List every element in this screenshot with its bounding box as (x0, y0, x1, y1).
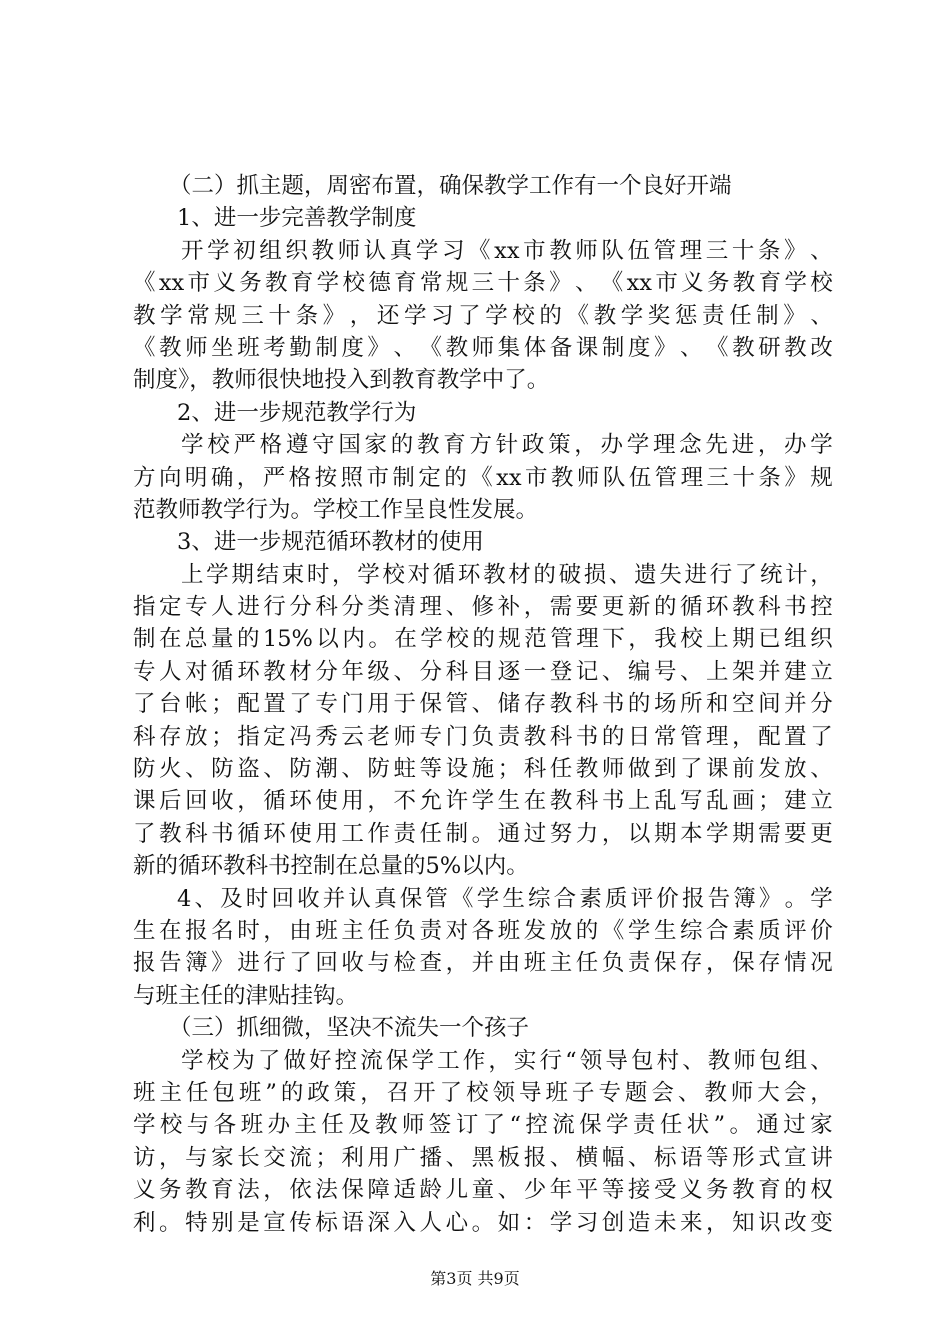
paragraph-line: 班 主 任 包 班 ” 的 政 策 ， 召 开 了 校 领 导 班 子 专 题 会 、 教 师 大 会 ， (133, 1079, 833, 1106)
paragraph-line: 《 xx 市 义 务 教 育 学 校 德 育 常 规 三 十 条 》 、 《 xx 市 义 务 教 育 学 校 (133, 270, 833, 297)
document-body (133, 170, 833, 1239)
paragraph-line: 了 教 科 书 循 环 使 用 工 作 责 任 制 。 通 过 努 力 ， 以 期 本 学 期 需 要 更 (133, 820, 833, 847)
paragraph-line: 课 后 回 收 ， 循 环 使 用 ， 不 允 许 学 生 在 教 科 书 上 乱 写 乱 画 ； 建 立 (133, 788, 833, 815)
paragraph-line: 范教师教学行为。学校工作呈良性发展。 (133, 496, 539, 523)
paragraph-line: 科 存 放 ； 指 定 冯 秀 云 老 师 专 门 负 责 教 科 书 的 日 常 管 理 ， 配 置 了 (133, 723, 833, 750)
paragraph-line: 教 学 常 规 三 十 条 》 ， 还 学 习 了 学 校 的 《 教 学 奖 惩 责 任 制 》 、 (133, 302, 833, 329)
paragraph-line: 开 学 初 组 织 教 师 认 真 学 习 《 xx 市 教 师 队 伍 管 理 三 十 条 》 、 (181, 237, 833, 264)
paragraph-line: 《 教 师 坐 班 考 勤 制 度 》 、 《 教 师 集 体 备 课 制 度 》 、 《 教 研 教 改 (133, 334, 833, 361)
paragraph-line: 利 。 特 别 是 宣 传 标 语 深 入 人 心 。 如 ： 学 习 创 造 未 来 ， 知 识 改 变 (133, 1209, 833, 1236)
page-number-footer: 第3页 共9页 (430, 1269, 520, 1288)
paragraph-line: 新的循环教科书控制在总量的5%以内。 (133, 853, 529, 880)
subheading: 3、进一步规范循环教材的使用 (177, 529, 484, 556)
paragraph-line: 访 ， 与 家 长 交 流 ； 利 用 广 播 、 黑 板 报 、 横 幅 、 标 语 等 形 式 宣 讲 (133, 1144, 833, 1171)
paragraph-line: 专 人 对 循 环 教 材 分 年 级 、 分 科 目 逐 一 登 记 、 编 号 、 上 架 并 建 立 (133, 658, 833, 685)
subheading: 1、进一步完善教学制度 (177, 205, 417, 232)
paragraph-line: 与班主任的津贴挂钩。 (133, 982, 359, 1009)
paragraph-line: 学 校 与 各 班 办 主 任 及 教 师 签 订 了 “ 控 流 保 学 责 任 状 ” 。 通 过 家 (133, 1112, 833, 1139)
paragraph-line: 4 、 及 时 回 收 并 认 真 保 管 《 学 生 综 合 素 质 评 价 报 告 簿 》 。 学 (177, 885, 833, 912)
paragraph-line: 上 学 期 结 束 时 ， 学 校 对 循 环 教 材 的 破 损 、 遗 失 进 行 了 统 计 ， (181, 561, 833, 588)
section-heading: （二）抓主题，周密布置，确保教学工作有一个良好开端 (169, 173, 732, 199)
paragraph-line: 义 务 教 育 法 ， 依 法 保 障 适 龄 儿 童 、 少 年 平 等 接 受 义 务 教 育 的 权 (133, 1177, 833, 1204)
paragraph-line: 指 定 专 人 进 行 分 科 分 类 清 理 、 修 补 ， 需 要 更 新 的 循 环 教 科 书 控 (133, 594, 833, 621)
paragraph-line: 制 在 总 量 的 15% 以 内 。 在 学 校 的 规 范 管 理 下 ， 我 校 上 期 已 组 织 (133, 626, 833, 653)
paragraph-line: 报 告 簿 》 进 行 了 回 收 与 检 查 ， 并 由 班 主 任 负 责 保 存 ， 保 存 情 况 (133, 950, 833, 977)
paragraph-line: 防 火 、 防 盗 、 防 潮 、 防 蛀 等 设 施 ； 科 任 教 师 做 到 了 课 前 发 放 、 (133, 756, 833, 783)
paragraph-line: 了 台 帐 ； 配 置 了 专 门 用 于 保 管 、 储 存 教 科 书 的 场 所 和 空 间 并 分 (133, 691, 833, 718)
paragraph-line: 制度》，教师很快地投入到教育教学中了。 (133, 367, 550, 394)
paragraph-line: 生 在 报 名 时 ， 由 班 主 任 负 责 对 各 班 发 放 的 《 学 生 综 合 素 质 评 价 (133, 917, 833, 944)
section-heading: （三）抓细微，坚决不流失一个孩子 (169, 1015, 530, 1042)
subheading: 2、进一步规范教学行为 (177, 399, 417, 426)
paragraph-line: 方 向 明 确 ， 严 格 按 照 市 制 定 的 《 xx 市 教 师 队 伍 管 理 三 十 条 》 规 (133, 464, 833, 491)
paragraph-line: 学 校 为 了 做 好 控 流 保 学 工 作 ， 实 行 “ 领 导 包 村 、 教 师 包 组 、 (181, 1047, 833, 1074)
paragraph-line: 学 校 严 格 遵 守 国 家 的 教 育 方 针 政 策 ， 办 学 理 念 先 进 ， 办 学 (181, 432, 833, 459)
